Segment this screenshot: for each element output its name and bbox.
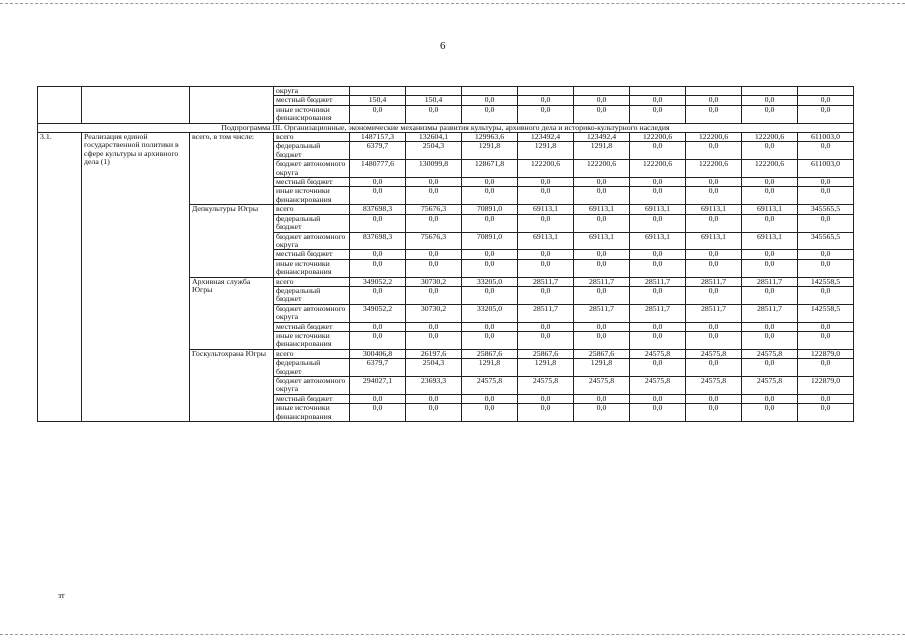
value-cell: 122200,6 <box>686 160 742 178</box>
value-cell: 0,0 <box>406 322 462 331</box>
value-cell: 0,0 <box>742 404 798 422</box>
value-cell: 0,0 <box>350 105 406 123</box>
value-cell: 128671,8 <box>462 160 518 178</box>
value-cell: 1291,8 <box>574 359 630 377</box>
value-cell: 0,0 <box>518 404 574 422</box>
value-cell: 0,0 <box>462 286 518 304</box>
value-cell: 0,0 <box>406 404 462 422</box>
value-cell: 0,0 <box>574 394 630 403</box>
value-cell: 0,0 <box>630 105 686 123</box>
value-cell: 0,0 <box>462 105 518 123</box>
value-cell: 300406,8 <box>350 349 406 358</box>
value-cell: 0,0 <box>350 286 406 304</box>
value-cell: 0,0 <box>798 404 854 422</box>
value-cell: 28511,7 <box>630 277 686 286</box>
value-cell: 0,0 <box>462 394 518 403</box>
value-cell: 0,0 <box>406 259 462 277</box>
value-cell: 0,0 <box>462 259 518 277</box>
value-cell: 0,0 <box>462 404 518 422</box>
value-cell: 24575,8 <box>742 377 798 395</box>
value-cell: 1291,8 <box>462 142 518 160</box>
value-cell: 150,4 <box>350 96 406 105</box>
value-cell: 1487157,3 <box>350 133 406 142</box>
value-cell: 0,0 <box>350 394 406 403</box>
value-cell: 69113,1 <box>518 232 574 250</box>
value-cell: 24575,8 <box>630 349 686 358</box>
executor-name: Депкультуры Югры <box>190 205 274 277</box>
value-cell: 123492,4 <box>574 133 630 142</box>
value-cell: 0,0 <box>798 96 854 105</box>
value-cell: 24575,8 <box>574 377 630 395</box>
value-cell: 0,0 <box>350 259 406 277</box>
value-cell: 0,0 <box>686 214 742 232</box>
value-cell <box>630 87 686 96</box>
value-cell: 0,0 <box>686 105 742 123</box>
funding-source: федеральный бюджет <box>274 142 350 160</box>
value-cell: 69113,1 <box>686 232 742 250</box>
executor-name: Архивная служба Югры <box>190 277 274 349</box>
funding-source: иные источники финансирования <box>274 331 350 349</box>
value-cell: 24575,8 <box>630 377 686 395</box>
value-cell: 0,0 <box>798 359 854 377</box>
value-cell: 837698,3 <box>350 232 406 250</box>
value-cell: 69113,1 <box>574 205 630 214</box>
value-cell <box>574 87 630 96</box>
value-cell: 0,0 <box>630 214 686 232</box>
value-cell: 122200,6 <box>630 160 686 178</box>
item-number-cell <box>38 87 82 124</box>
funding-source: бюджет автономного округа <box>274 160 350 178</box>
value-cell: 0,0 <box>574 96 630 105</box>
value-cell: 142558,5 <box>798 304 854 322</box>
value-cell: 0,0 <box>686 404 742 422</box>
budget-table <box>37 86 854 422</box>
value-cell: 0,0 <box>518 187 574 205</box>
value-cell: 0,0 <box>350 331 406 349</box>
funding-source: бюджет автономного округа <box>274 377 350 395</box>
value-cell: 0,0 <box>406 178 462 187</box>
value-cell <box>350 87 406 96</box>
subprogram-row <box>38 123 854 132</box>
value-cell: 28511,7 <box>686 304 742 322</box>
value-cell: 0,0 <box>406 187 462 205</box>
subprogram-title: Подпрограмма III. Организационные, экономические механизмы развития культуры, архивного дела и историко-культурного наследия <box>38 123 854 132</box>
value-cell: 122200,6 <box>574 160 630 178</box>
value-cell: 0,0 <box>686 394 742 403</box>
value-cell: 69113,1 <box>630 232 686 250</box>
value-cell: 0,0 <box>518 322 574 331</box>
value-cell: 0,0 <box>686 96 742 105</box>
page-number: 6 <box>440 40 446 52</box>
value-cell: 0,0 <box>574 259 630 277</box>
value-cell: 122200,6 <box>518 160 574 178</box>
value-cell: 349052,2 <box>350 304 406 322</box>
value-cell: 28511,7 <box>742 304 798 322</box>
value-cell: 129963,6 <box>462 133 518 142</box>
value-cell: 0,0 <box>742 259 798 277</box>
value-cell: 0,0 <box>462 322 518 331</box>
value-cell: 0,0 <box>462 187 518 205</box>
value-cell: 6379,7 <box>350 359 406 377</box>
value-cell <box>686 87 742 96</box>
value-cell: 0,0 <box>518 96 574 105</box>
value-cell: 23693,3 <box>406 377 462 395</box>
value-cell: 0,0 <box>350 250 406 259</box>
value-cell: 0,0 <box>574 250 630 259</box>
value-cell: 345565,5 <box>798 205 854 214</box>
executor-name: всего, в том числе: <box>190 133 274 205</box>
value-cell: 30730,2 <box>406 304 462 322</box>
value-cell: 24575,8 <box>742 349 798 358</box>
value-cell: 611003,0 <box>798 160 854 178</box>
table-row <box>38 87 854 96</box>
value-cell: 1291,8 <box>574 142 630 160</box>
value-cell: 0,0 <box>406 105 462 123</box>
value-cell: 0,0 <box>686 187 742 205</box>
funding-source: федеральный бюджет <box>274 359 350 377</box>
value-cell: 0,0 <box>742 96 798 105</box>
value-cell: 0,0 <box>630 404 686 422</box>
value-cell: 28511,7 <box>574 304 630 322</box>
funding-source: федеральный бюджет <box>274 286 350 304</box>
value-cell: 1291,8 <box>518 359 574 377</box>
value-cell: 0,0 <box>518 105 574 123</box>
value-cell: 0,0 <box>742 187 798 205</box>
value-cell: 0,0 <box>574 178 630 187</box>
value-cell: 0,0 <box>630 259 686 277</box>
funding-source-cell: местный бюджет <box>274 96 350 105</box>
value-cell: 0,0 <box>350 187 406 205</box>
value-cell: 0,0 <box>798 259 854 277</box>
value-cell: 28511,7 <box>742 277 798 286</box>
value-cell: 1291,8 <box>518 142 574 160</box>
value-cell: 0,0 <box>798 331 854 349</box>
value-cell: 0,0 <box>742 331 798 349</box>
value-cell: 0,0 <box>406 214 462 232</box>
value-cell: 33205,0 <box>462 277 518 286</box>
value-cell: 0,0 <box>574 404 630 422</box>
value-cell: 28511,7 <box>630 304 686 322</box>
value-cell: 0,0 <box>630 187 686 205</box>
value-cell: 0,0 <box>742 394 798 403</box>
value-cell: 0,0 <box>686 250 742 259</box>
value-cell: 75676,3 <box>406 232 462 250</box>
value-cell: 0,0 <box>518 331 574 349</box>
funding-source: местный бюджет <box>274 322 350 331</box>
value-cell: 0,0 <box>574 105 630 123</box>
funding-source: всего <box>274 277 350 286</box>
value-cell: 28511,7 <box>518 304 574 322</box>
funding-source: бюджет автономного округа <box>274 232 350 250</box>
value-cell: 0,0 <box>630 394 686 403</box>
value-cell: 0,0 <box>630 322 686 331</box>
item-number: 3.1. <box>38 133 82 422</box>
value-cell: 33205,0 <box>462 304 518 322</box>
value-cell: 26197,6 <box>406 349 462 358</box>
value-cell <box>742 87 798 96</box>
value-cell: 0,0 <box>462 178 518 187</box>
value-cell: 0,0 <box>630 142 686 160</box>
value-cell: 0,0 <box>742 105 798 123</box>
value-cell: 25867,6 <box>518 349 574 358</box>
footer-code: зт <box>58 591 65 600</box>
value-cell: 122200,6 <box>742 133 798 142</box>
value-cell: 0,0 <box>574 331 630 349</box>
executor-name: Госкультохрана Югры <box>190 349 274 421</box>
value-cell: 0,0 <box>518 250 574 259</box>
value-cell: 0,0 <box>742 178 798 187</box>
value-cell: 132604,1 <box>406 133 462 142</box>
value-cell: 24575,8 <box>462 377 518 395</box>
value-cell: 0,0 <box>686 322 742 331</box>
value-cell: 75676,3 <box>406 205 462 214</box>
value-cell: 0,0 <box>462 331 518 349</box>
value-cell: 0,0 <box>518 259 574 277</box>
funding-source: местный бюджет <box>274 394 350 403</box>
value-cell: 1480777,6 <box>350 160 406 178</box>
value-cell: 6379,7 <box>350 142 406 160</box>
value-cell: 837698,3 <box>350 205 406 214</box>
value-cell: 142558,5 <box>798 277 854 286</box>
value-cell: 0,0 <box>462 96 518 105</box>
funding-source: бюджет автономного округа <box>274 304 350 322</box>
value-cell: 69113,1 <box>742 232 798 250</box>
value-cell: 122200,6 <box>630 133 686 142</box>
value-cell: 70891,0 <box>462 205 518 214</box>
value-cell: 123492,4 <box>518 133 574 142</box>
value-cell <box>462 87 518 96</box>
funding-source-cell: иные источники финансирования <box>274 105 350 123</box>
funding-source: иные источники финансирования <box>274 187 350 205</box>
funding-source: местный бюджет <box>274 178 350 187</box>
value-cell: 0,0 <box>630 178 686 187</box>
value-cell: 0,0 <box>406 394 462 403</box>
funding-source: федеральный бюджет <box>274 214 350 232</box>
table-row <box>38 133 854 142</box>
value-cell: 0,0 <box>350 214 406 232</box>
value-cell: 0,0 <box>798 105 854 123</box>
value-cell: 30730,2 <box>406 277 462 286</box>
value-cell: 0,0 <box>798 187 854 205</box>
value-cell: 0,0 <box>630 96 686 105</box>
value-cell: 70891,0 <box>462 232 518 250</box>
value-cell: 28511,7 <box>574 277 630 286</box>
value-cell: 0,0 <box>686 178 742 187</box>
value-cell: 0,0 <box>406 331 462 349</box>
value-cell: 0,0 <box>350 178 406 187</box>
value-cell: 25867,6 <box>462 349 518 358</box>
value-cell: 0,0 <box>350 322 406 331</box>
value-cell: 0,0 <box>742 250 798 259</box>
item-name-cell <box>82 87 190 124</box>
funding-source-cell: округа <box>274 87 350 96</box>
value-cell: 294027,1 <box>350 377 406 395</box>
value-cell: 2504,3 <box>406 359 462 377</box>
value-cell: 1291,8 <box>462 359 518 377</box>
value-cell: 0,0 <box>742 286 798 304</box>
value-cell: 0,0 <box>462 214 518 232</box>
value-cell: 0,0 <box>742 359 798 377</box>
value-cell: 130099,8 <box>406 160 462 178</box>
value-cell: 0,0 <box>630 286 686 304</box>
value-cell: 122200,6 <box>686 133 742 142</box>
scan-bottom-edge <box>0 634 905 635</box>
value-cell: 0,0 <box>574 187 630 205</box>
value-cell: 24575,8 <box>518 377 574 395</box>
value-cell: 0,0 <box>686 259 742 277</box>
value-cell: 0,0 <box>350 404 406 422</box>
value-cell: 0,0 <box>574 286 630 304</box>
value-cell: 0,0 <box>518 214 574 232</box>
value-cell: 0,0 <box>798 322 854 331</box>
value-cell: 0,0 <box>742 322 798 331</box>
value-cell: 24575,8 <box>686 349 742 358</box>
value-cell: 28511,7 <box>686 277 742 286</box>
value-cell: 0,0 <box>742 142 798 160</box>
item-name: Реализация единой государственной политики в сфере культуры и архивного дела (1) <box>82 133 190 422</box>
value-cell: 0,0 <box>406 250 462 259</box>
value-cell: 69113,1 <box>742 205 798 214</box>
value-cell: 69113,1 <box>630 205 686 214</box>
funding-source: всего <box>274 133 350 142</box>
funding-source: всего <box>274 349 350 358</box>
value-cell: 0,0 <box>798 286 854 304</box>
value-cell: 28511,7 <box>518 277 574 286</box>
value-cell: 0,0 <box>686 142 742 160</box>
value-cell: 122200,6 <box>742 160 798 178</box>
executor-cell <box>190 87 274 124</box>
value-cell: 2504,3 <box>406 142 462 160</box>
value-cell: 0,0 <box>462 250 518 259</box>
funding-source: иные источники финансирования <box>274 404 350 422</box>
value-cell: 349052,2 <box>350 277 406 286</box>
value-cell: 0,0 <box>630 359 686 377</box>
value-cell <box>518 87 574 96</box>
value-cell: 0,0 <box>798 214 854 232</box>
value-cell: 0,0 <box>798 394 854 403</box>
value-cell: 0,0 <box>518 394 574 403</box>
value-cell: 0,0 <box>798 178 854 187</box>
value-cell: 0,0 <box>686 359 742 377</box>
value-cell: 0,0 <box>798 250 854 259</box>
value-cell: 69113,1 <box>574 232 630 250</box>
value-cell: 0,0 <box>574 214 630 232</box>
funding-source: местный бюджет <box>274 250 350 259</box>
value-cell: 0,0 <box>686 331 742 349</box>
value-cell: 0,0 <box>574 322 630 331</box>
value-cell: 611003,0 <box>798 133 854 142</box>
value-cell: 345565,5 <box>798 232 854 250</box>
value-cell: 122879,0 <box>798 377 854 395</box>
value-cell: 0,0 <box>518 286 574 304</box>
value-cell: 0,0 <box>798 142 854 160</box>
value-cell: 0,0 <box>406 286 462 304</box>
value-cell: 0,0 <box>742 214 798 232</box>
value-cell: 122879,0 <box>798 349 854 358</box>
value-cell: 69113,1 <box>518 205 574 214</box>
value-cell: 25867,6 <box>574 349 630 358</box>
value-cell: 69113,1 <box>686 205 742 214</box>
value-cell: 0,0 <box>686 286 742 304</box>
value-cell <box>798 87 854 96</box>
funding-source: иные источники финансирования <box>274 259 350 277</box>
value-cell: 150,4 <box>406 96 462 105</box>
funding-source: всего <box>274 205 350 214</box>
value-cell <box>406 87 462 96</box>
value-cell: 0,0 <box>630 331 686 349</box>
value-cell: 0,0 <box>518 178 574 187</box>
scan-top-edge <box>0 3 905 4</box>
value-cell: 0,0 <box>630 250 686 259</box>
value-cell: 24575,8 <box>686 377 742 395</box>
